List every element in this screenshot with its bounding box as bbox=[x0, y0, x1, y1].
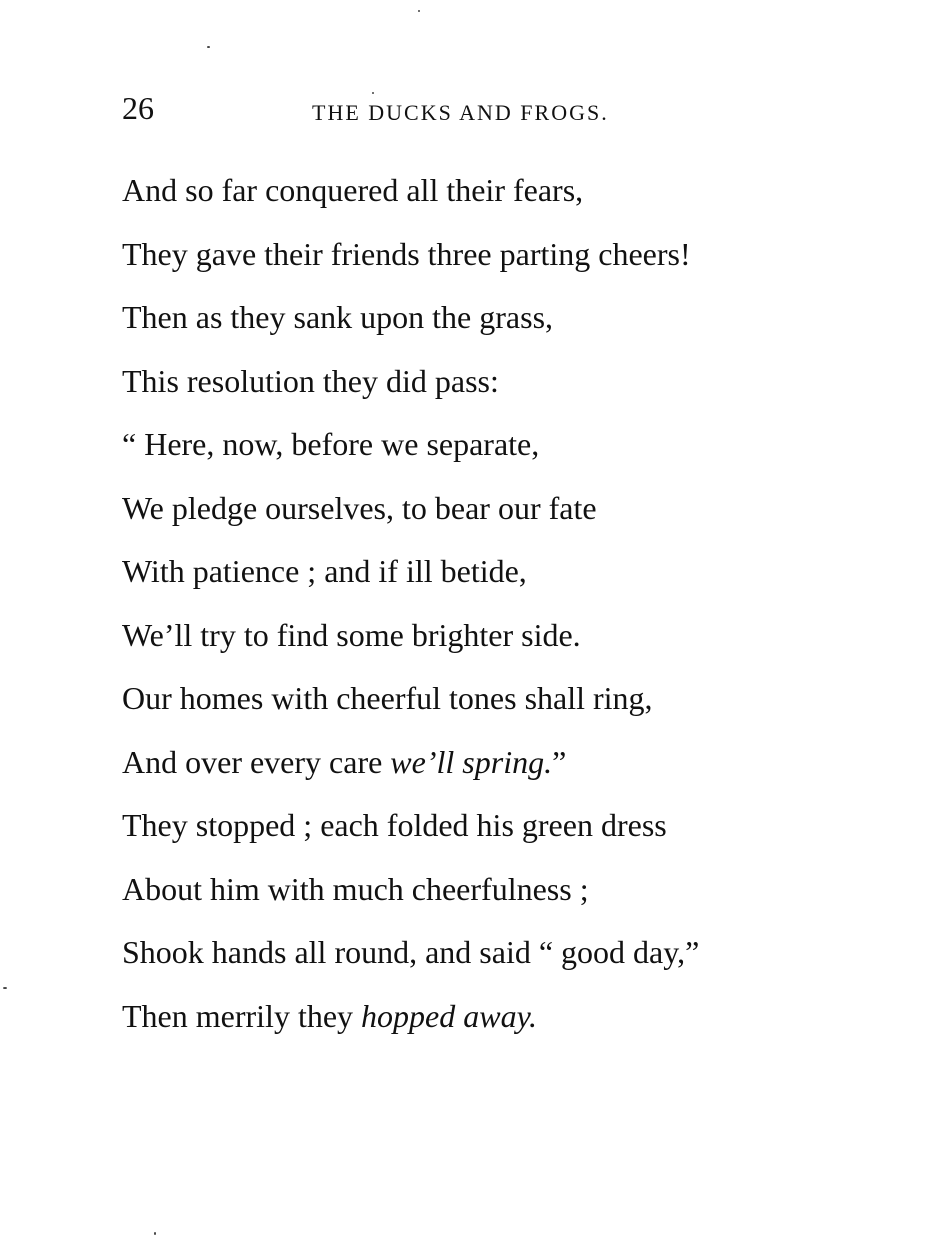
page-number: 26 bbox=[122, 90, 154, 126]
poem-line bbox=[122, 863, 862, 927]
line-text: They gave their friends three parting cheers! bbox=[122, 235, 691, 272]
paper-speck bbox=[3, 987, 7, 989]
poem-line bbox=[122, 545, 862, 609]
line-closing-quote: ” bbox=[552, 743, 567, 780]
poem-line bbox=[122, 418, 862, 482]
line-text: About him with much cheerfulness ; bbox=[122, 870, 589, 907]
poem-line bbox=[122, 926, 862, 990]
poem-line bbox=[122, 355, 862, 419]
line-text: Shook hands all round, and said “ good day,” bbox=[122, 934, 700, 970]
line-text: Then as they sank upon the grass, bbox=[122, 299, 554, 335]
poem-line bbox=[122, 482, 862, 546]
poem-line bbox=[122, 799, 862, 863]
poem-line bbox=[122, 164, 862, 228]
paper-speck bbox=[154, 1232, 156, 1235]
line-text: Our homes with cheerful tones shall ring, bbox=[122, 680, 653, 716]
line-italic-text: we’ll spring. bbox=[390, 743, 553, 780]
running-title: THE DUCKS AND FROGS. bbox=[312, 100, 609, 125]
line-text: And so far conquered all their fears, bbox=[122, 172, 584, 208]
poem-line bbox=[122, 990, 862, 1054]
line-text: And over every care bbox=[122, 743, 391, 780]
poem bbox=[122, 164, 862, 1053]
line-text: This resolution they did pass: bbox=[122, 362, 499, 399]
line-text: They stopped ; each folded his green dress bbox=[122, 807, 667, 843]
paper-speck bbox=[207, 46, 210, 48]
poem-line bbox=[122, 609, 862, 673]
line-text: With patience ; and if ill betide, bbox=[122, 553, 527, 589]
line-text: We pledge ourselves, to bear our fate bbox=[122, 489, 597, 526]
line-text: Then merrily they bbox=[122, 997, 362, 1034]
line-italic-text: hopped away. bbox=[361, 997, 538, 1034]
poem-line bbox=[122, 736, 862, 800]
poem-line bbox=[122, 672, 862, 736]
paper-speck bbox=[418, 10, 420, 12]
line-text: We’ll try to find some brighter side. bbox=[122, 616, 581, 653]
paper-speck bbox=[372, 92, 374, 94]
poem-line bbox=[122, 291, 862, 355]
line-text: “ Here, now, before we separate, bbox=[122, 426, 540, 462]
poem-line bbox=[122, 228, 862, 292]
